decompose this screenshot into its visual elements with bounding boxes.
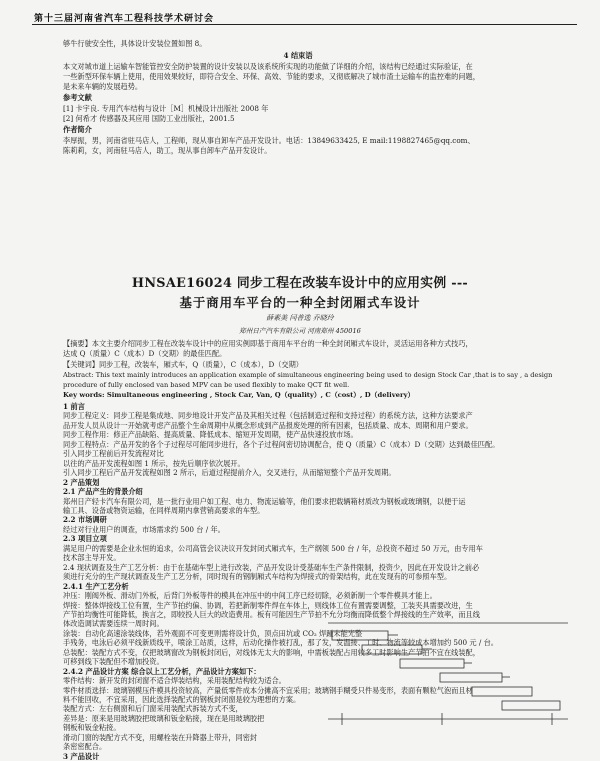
header-rule bbox=[32, 24, 577, 25]
keywords-en: Key words: Simultaneous engineering , Stock Car, Van, Q（quality）, C（cost）, D（delivery） bbox=[63, 391, 415, 399]
body-line: 2.3 项目立项 bbox=[63, 534, 107, 544]
body-line: 手残务，电泳后必须平线新质线平，喷涂工站质，这样，后动化操作被打乱，那了发，发温接、工时、物流等较成本增加约 500 元 / 台。 bbox=[63, 638, 498, 648]
figure-bar bbox=[472, 687, 532, 696]
conclusion-heading: 4 结束语 bbox=[283, 51, 313, 60]
body-line: 2.2 市场调研 bbox=[63, 515, 107, 525]
conclusion-line: 本文对城市道上运输车智能管控安全防护装置的设计安装以及该系统所实现的功能做了详细的介绍，该结构已经通过实际验证，在 bbox=[63, 62, 473, 71]
body-line: 料不能回收，不宜采用，因此选择装配式的钢板封闭窗是较为理想的方案。 bbox=[63, 695, 301, 704]
body-line: 总装配：装配方式不变，仅把玻璃窗改为钢板封闭后，对线体无太大的影响，中需板装配占用较多工时影响生产节拍不宜在线装配， bbox=[63, 647, 480, 657]
body-line: 体改造调试需要连续一周时间。 bbox=[63, 619, 164, 629]
figure-bar bbox=[332, 631, 388, 640]
paper-title: HNSAE16024 同步工程在改装车设计中的应用实例 --- bbox=[131, 276, 469, 291]
running-header: 第十三届河南省汽车工程科技学术研讨会 bbox=[34, 14, 215, 24]
reference-item: [1] 卡宇良. 专用汽车结构与设计［M］机械设计出版社 2008 年 bbox=[63, 104, 269, 113]
body-line: 满足用户的需要是企业永恒的追求，公司高管会议决议开发封闭式厢式车，生产纲领 500 台 / 年，总投资不超过 50 万元，由专用车 bbox=[63, 543, 483, 553]
body-line: 差异是：原来是用玻璃胶把玻璃和钣金粘接，现在是用玻璃胶把 bbox=[63, 713, 265, 723]
paper-subtitle: 基于商用车平台的一种全封闭厢式车设计 bbox=[179, 295, 421, 310]
paper-affiliation: 郑州日产汽车有限公司 河南郑州 450016 bbox=[239, 327, 361, 335]
body-line: 引入同步工程前后开发流程对比 bbox=[63, 449, 164, 459]
abstract-en-line: Abstract: This text mainly introduces an application example of simultaneous engineering being used to design Stock Car ,that is to say , a design bbox=[63, 371, 553, 379]
body-line: 2.4.2 产品设计方案 综合以上工艺分析，产品设计方案如下： bbox=[63, 666, 261, 676]
body-line: 滑动门窗的装配方式不变，用螺栓装在升降器上带升，同密封 bbox=[63, 732, 258, 742]
body-line: 装配方式：左右侧窗和后门窗采用装配式拆装方式不变， bbox=[63, 704, 243, 714]
body-line: 焊接：整体焊接线工位有置，生产节拍约偏、协调，若把新制零件焊在车体上，则线体工位有置需要调整，工装夹具需要改进，生 bbox=[63, 600, 473, 610]
body-line: 郑州日产轻卡汽车有限公司，是一批行业用户如工程、电力、物流运输等，他们要求把载辆箱材质改为钢板或玻璃钢，以便于运 bbox=[63, 496, 466, 506]
body-line: 2 产品策划 bbox=[63, 477, 100, 487]
author-line: 陈莉莉，女，河南驻马店人，助工，现从事自卸车产品开发设计。 bbox=[63, 146, 272, 155]
body-line: 2.1 产品产生的背景介绍 bbox=[63, 487, 143, 497]
body-line: 钢板和钣金粘接。 bbox=[63, 723, 121, 733]
body-line: 引入同步工程后产品开发流程如图 2 所示，后道过程提前介入，交叉进行，从而缩短整个产品开发周期。 bbox=[63, 468, 396, 478]
body-line: 条密密配合。 bbox=[63, 742, 107, 752]
conclusion-line: 一些新型环保车辆上使用，使用效果较好，即符合安全、环保、高效、节能的要求，又彻底解决了城市渣土运输车的监控难的问题， bbox=[63, 72, 480, 81]
body-line: 技术部主导开发。 bbox=[63, 553, 121, 563]
body-line: 同步工程作用：修正产品缺陷、提高质量、降低成本、缩短开发周期，使产品快速投放市场。 bbox=[63, 430, 358, 440]
body-line: 2.4 现状调查及生产工艺分析：由于在基础车型上进行改装，产品开发设计受基础车生产条件限制，投资少，因此在开发设计之前必 bbox=[63, 562, 480, 572]
body-line: 以往的产品开发流程如图 1 所示，按先后顺序依次展开。 bbox=[63, 458, 245, 468]
abstract-en-line: procedure of fully enclosed van based MPV can be used flexibly to make QCT fit well. bbox=[63, 381, 350, 389]
author-heading: 作者简介 bbox=[63, 125, 92, 134]
body-line: 须进行充分的生产现状调查及生产工艺分析，同时现有的钢制厢式车结构为焊接式的骨架结构，此在发现有的可参照车型。 bbox=[63, 572, 452, 582]
conclusion-line: 是未来车辆的发展趋势。 bbox=[63, 82, 143, 91]
body-line: 品开发人员从设计一开始就考虑产品整个生命周期中从概念形成到产品报废处理的所有因素，包括质量、成本、周期和用户要求。 bbox=[63, 420, 473, 430]
body-line: 同步工程特点：产品开发的各个子过程尽可能同步进行，各个子过程间密切协调配合，使 Q（质量）C（成本）D（交期）达到最佳匹配。 bbox=[63, 439, 500, 449]
body-line: 1 前言 bbox=[63, 402, 85, 411]
body-line: 3 产品设计 bbox=[63, 751, 100, 761]
body-line: 经过对行业用户的调查，市场需求约 500 台 / 年。 bbox=[63, 524, 225, 534]
body-line: 冲压：刚阀外板、滑动门外板，后背门外板等件的模具在冲压中的中间工序已经切除，必须新制一个零件模具才能上。 bbox=[63, 591, 437, 600]
body-line: 零件结构：新开发的封闭窗不适合焊装结构，采用装配结构较为适合。 bbox=[63, 676, 286, 685]
body-line: 产节拍均衡性可能降低，换言之，即较投人巨大的改造费用。板有可能因生产节拍不允分均衡而降低整个焊接线的生产效率，而且线 bbox=[63, 609, 480, 619]
paper-authors: 薛素美 闫普选 乔晓玲 bbox=[266, 314, 334, 322]
reference-item: [2] 何希才 传感器及其应用 国防工业出版社，2001.5 bbox=[63, 114, 235, 123]
references-heading: 参考文献 bbox=[63, 93, 92, 102]
author-line: 李厚振，男，河南省驻马店人，工程师，现从事自卸车产品开发设计。电话：13849633425, E mail:1198827465@qq.com、 bbox=[63, 136, 475, 145]
prev-line0: 够牛行驶安全性，具体设计安装位置如图 8。 bbox=[63, 39, 207, 48]
process-flow-figure bbox=[322, 615, 574, 733]
abstract-cn-line: 达成 Q（质量）C（成本）D（交期）的最佳匹配。 bbox=[63, 349, 227, 358]
figure-bar bbox=[502, 701, 560, 710]
body-line: 2.4.1 生产工艺分析 bbox=[63, 581, 129, 591]
body-line: 可移到线下装配但不增加投资。 bbox=[63, 657, 164, 667]
figure-bar bbox=[440, 673, 502, 682]
body-line: 输工具、设备或物资运输，在同样周期内拿营销高要求的车型。 bbox=[63, 505, 265, 515]
figure-bar bbox=[362, 645, 422, 654]
abstract-cn-line: 【摘要】本文主要介绍同步工程在改装车设计中的应用实例即基于商用车平台的一种全封闭厢式车设计，灵活运用各种方式技巧， bbox=[63, 339, 473, 348]
keywords-cn: 【关键词】同步工程，改装车，厢式车，Q（质量），C（成本），D（交期） bbox=[63, 360, 303, 369]
body-line: 零件材质选择：玻璃钢模压件模具投资较高，产量低零件成本分摊高不宜采用；玻璃钢手糊受只件易变形，表面有颗粒气泡而且材 bbox=[63, 685, 473, 695]
figure-bar bbox=[400, 659, 464, 668]
body-line: 涂装：自动化高速涂装线体，若外观面不可变更则需将设计负，顶点田坑或 CO₂ 焊踵未能光整 bbox=[63, 628, 363, 638]
body-line: 同步工程定义：同步工程是集成地、同步地设计开发产品及其相关过程（包括制造过程和支持过程）的系统方法，这种方法要求产 bbox=[63, 411, 473, 421]
